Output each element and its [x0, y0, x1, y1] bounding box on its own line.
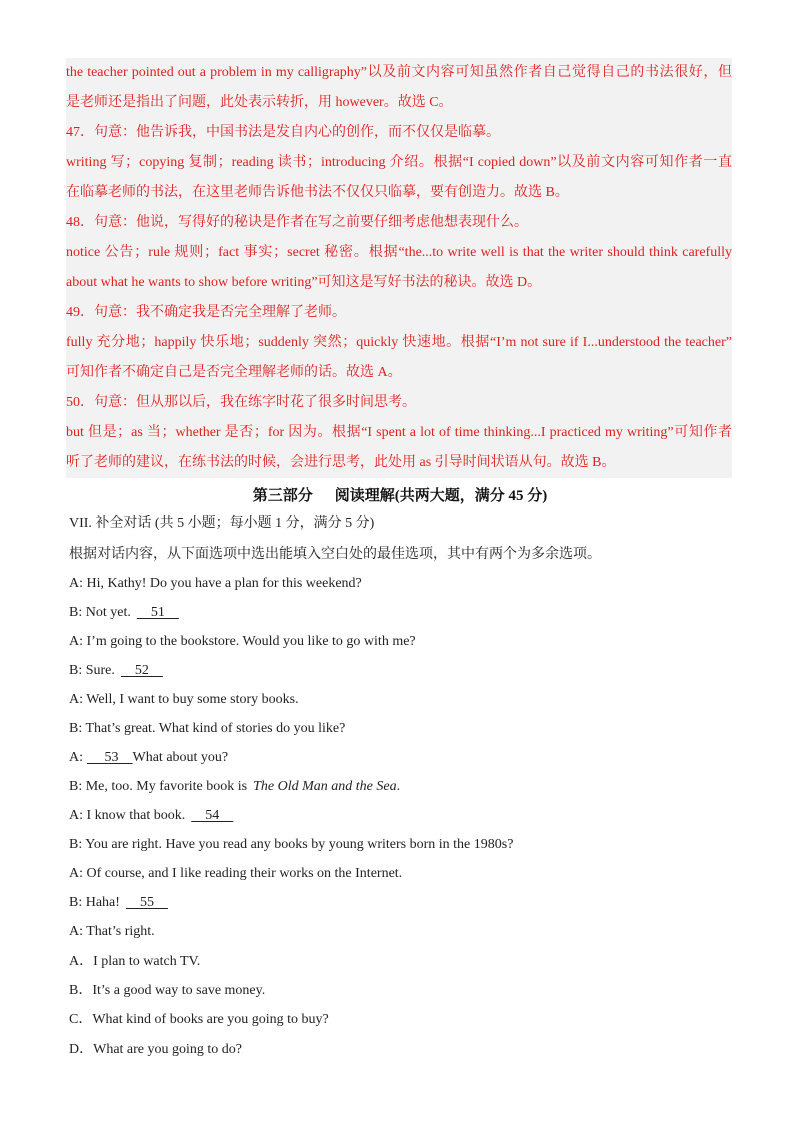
dialogue-text: B: Sure.	[69, 663, 115, 678]
option-b: B．It’s a good way to save money.	[69, 983, 266, 998]
dialogue-line: A: Of course, and I like reading their works on the Internet.	[69, 866, 403, 881]
dialogue-text: B: Me, too. My favorite book is	[69, 779, 248, 794]
answer-line: about what he wants to show before writing”可知这是写好书法的秘诀。故选 D。	[66, 275, 542, 290]
blank-53: 53	[87, 750, 133, 765]
dialogue-line	[69, 661, 163, 681]
dialogue-line: A: Hi, Kathy! Do you have a plan for this weekend?	[69, 576, 362, 591]
answer-line: 50．句意：但从那以后，我在练字时花了很多时间思考。	[66, 395, 416, 410]
answer-line: fully 充分地；happily 快乐地；suddenly 突然；quickly 快速地。根据“I’m not sure if I...understood the teacher”	[66, 335, 732, 350]
question-heading: VII. 补全对话 (共 5 小题；每小题 1 分，满分 5 分)	[69, 516, 375, 531]
dialogue-line	[69, 603, 179, 623]
dialogue-line	[69, 748, 228, 768]
dialogue-text: .	[396, 779, 401, 794]
blank-54: 54	[191, 808, 234, 823]
section-title	[0, 484, 800, 508]
answer-line: 48．句意：他说，写得好的秘诀是作者在写之前要仔细考虑他想表现什么。	[66, 215, 528, 230]
dialogue-line	[69, 806, 233, 826]
answer-line: the teacher pointed out a problem in my calligraphy”以及前文内容可知虽然作者自己觉得自己的书法很好，但	[66, 65, 732, 80]
dialogue-text: A:	[69, 750, 83, 765]
dialogue-text: A: I know that book.	[69, 808, 186, 823]
answer-line: writing 写；copying 复制；reading 读书；introducing 介绍。根据“I copied down”以及前文内容可知作者一直	[66, 155, 732, 170]
answer-explanation-block	[66, 58, 732, 478]
option-c: C．What kind of books are you going to buy?	[69, 1012, 329, 1027]
dialogue-line	[69, 893, 168, 913]
book-title: The Old Man and the Sea	[253, 779, 397, 794]
option-a: A．I plan to watch TV.	[69, 954, 201, 969]
answer-line: 47．句意：他告诉我，中国书法是发自内心的创作，而不仅仅是临摹。	[66, 125, 500, 140]
dialogue-text: B: Not yet.	[69, 605, 131, 620]
dialogue-line: A: I’m going to the bookstore. Would you like to go with me?	[69, 634, 416, 649]
answer-line: 是老师还是指出了问题，此处表示转折，用 however。故选 C。	[66, 95, 453, 110]
answer-line: 听了老师的建议，在练书法的时候，会进行思考，此处用 as 引导时间状语从句。故选 B。	[66, 455, 616, 470]
answer-line: 可知作者不确定自己是否完全理解老师的话。故选 A。	[66, 365, 402, 380]
answer-line: notice 公告；rule 规则；fact 事实；secret 秘密。根据“the...to write well is that the writer should think carefully	[66, 245, 732, 260]
answer-line: 在临摹老师的书法，在这里老师告诉他书法不仅仅只临摹，要有创造力。故选 B。	[66, 185, 569, 200]
dialogue-line: B: That’s great. What kind of stories do you like?	[69, 721, 346, 736]
answer-line: 49．句意：我不确定我是否完全理解了老师。	[66, 305, 346, 320]
answer-line: but 但是；as 当；whether 是否；for 因为。根据“I spent a lot of time thinking...I practiced my writing”可知作者	[66, 425, 732, 440]
blank-52: 52	[120, 663, 163, 678]
blank-51: 51	[136, 605, 179, 620]
dialogue-text: What about you?	[132, 750, 229, 765]
section-part: 第三部分	[252, 488, 313, 504]
dialogue-line	[69, 777, 400, 797]
dialogue-line: A: That’s right.	[69, 924, 155, 939]
dialogue-line: B: You are right. Have you read any books by young writers born in the 1980s?	[69, 837, 514, 852]
blank-55: 55	[125, 895, 168, 910]
instruction-text: 根据对话内容，从下面选项中选出能填入空白处的最佳选项，其中有两个为多余选项。	[69, 547, 601, 562]
section-name: 阅读理解(共两大题，满分 45 分)	[334, 488, 548, 504]
dialogue-text: B: Haha!	[69, 895, 120, 910]
dialogue-line: A: Well, I want to buy some story books.	[69, 692, 299, 707]
option-d: D．What are you going to do?	[69, 1042, 243, 1057]
